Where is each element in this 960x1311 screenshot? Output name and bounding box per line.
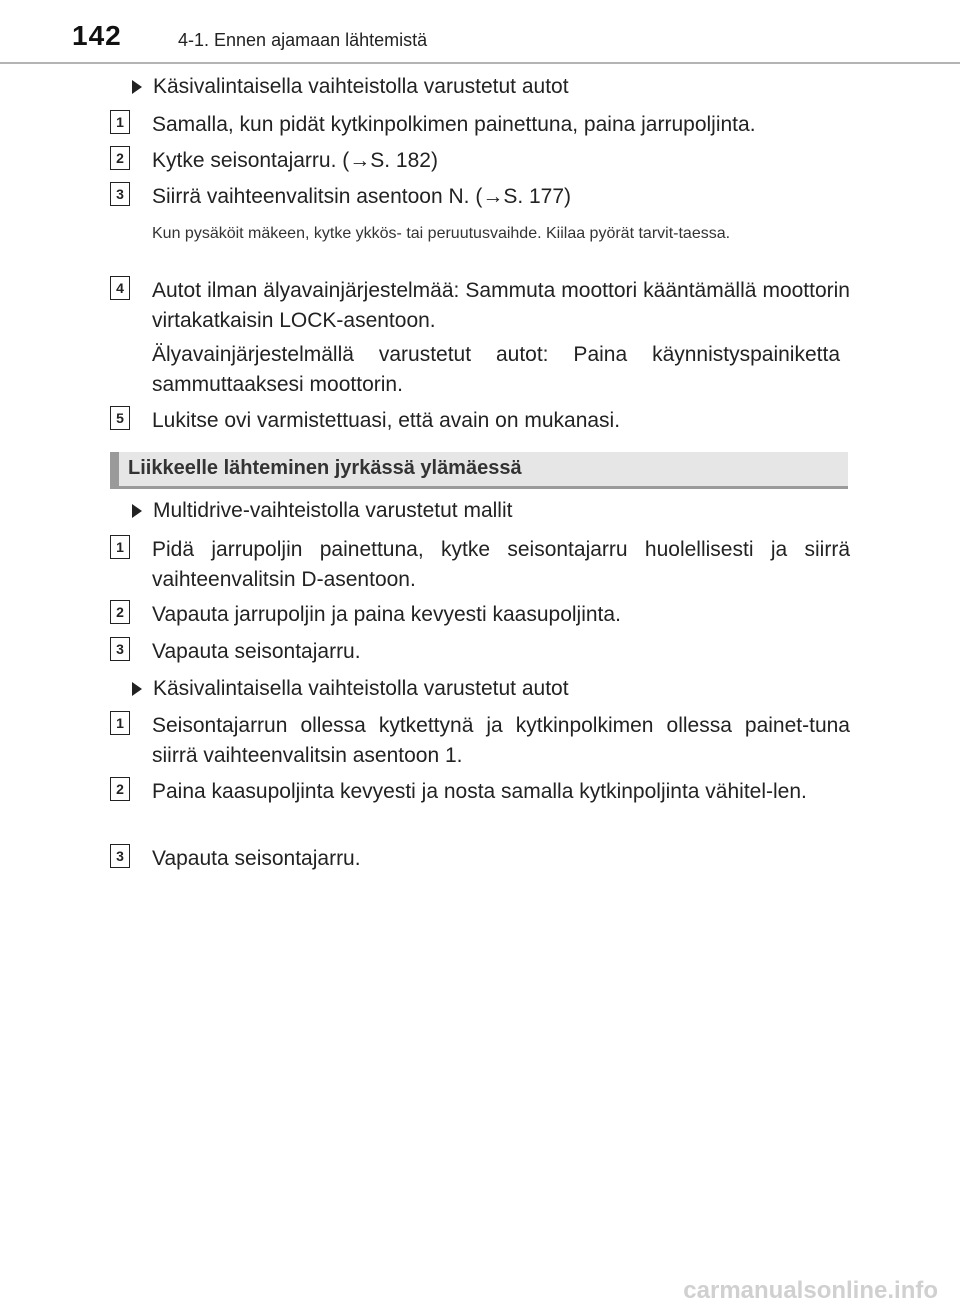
manual-step-1 (110, 711, 850, 771)
step-2 (110, 146, 850, 176)
watermark: carmanualsonline.info (683, 1277, 938, 1304)
step-number-badge: 2 (110, 600, 130, 624)
parking-note: Kun pysäköit mäkeen, kytke ykkös- tai peruutusvaihde. Kiilaa pyörät tarvit-taessa. (152, 225, 731, 242)
step-text: Paina kaasupoljinta kevyesti ja nosta samalla kytkinpoljinta vähitel-len. (152, 780, 807, 803)
subheading-multidrive: Multidrive-vaihteistolla varustetut mallit (110, 496, 850, 526)
triangle-bullet-icon (132, 80, 142, 94)
page-header (0, 0, 960, 64)
step-number-badge: 4 (110, 276, 130, 300)
subheading-manual-hill: Käsivalintaisella vaihteistolla varustetut autot (110, 674, 850, 704)
subheading-manual-parking: Käsivalintaisella vaihteistolla varustetut autot (110, 72, 850, 102)
triangle-bullet-icon (132, 504, 142, 518)
step-number-badge: 1 (110, 535, 130, 559)
manual-step-2 (110, 777, 850, 807)
manual-step-3 (110, 844, 850, 874)
section-heading-bar (110, 452, 848, 489)
step-text: Seisontajarrun ollessa kytkettynä ja kytkinpolkimen ollessa painet-tuna siirrä vaihteenvalitsin asentoon 1. (152, 714, 850, 767)
step-text: Pidä jarrupoljin painettuna, kytke seisontajarru huolellisesti ja siirrä vaihteenvalitsin D-asentoon. (152, 538, 850, 591)
page-number: 142 (72, 20, 122, 51)
step-text: Lukitse ovi varmistettuasi, että avain on mukanasi. (152, 409, 621, 432)
step-number-badge: 1 (110, 711, 130, 735)
step-text: Vapauta jarrupoljin ja paina kevyesti kaasupoljinta. (152, 603, 621, 626)
step-number-badge: 2 (110, 777, 130, 801)
step-text: Autot ilman älyavainjärjestelmää: Sammuta moottori kääntämällä moottorin virtakatkaisin LOCK-asentoon. (152, 279, 850, 332)
step-text: Siirrä vaihteenvalitsin asentoon N. (→S. 177) (152, 185, 572, 208)
header-divider (0, 62, 960, 64)
step-5 (110, 406, 850, 436)
step-3 (110, 182, 850, 212)
step-4 (110, 276, 850, 336)
chapter-title: 4-1. Ennen ajamaan lähtemistä (178, 30, 428, 50)
triangle-bullet-icon (132, 682, 142, 696)
step-1 (110, 110, 850, 140)
multidrive-step-2 (110, 600, 850, 630)
section-accent (110, 452, 119, 489)
step-text: Kytke seisontajarru. (→S. 182) (152, 149, 438, 172)
step-number-badge: 3 (110, 182, 130, 206)
step-text: Samalla, kun pidät kytkinpolkimen painettuna, paina jarrupoljinta. (152, 113, 756, 136)
multidrive-step-3 (110, 637, 850, 667)
step-number-badge: 3 (110, 844, 130, 868)
step-number-badge: 2 (110, 146, 130, 170)
smart-key-paragraph: Älyavainjärjestelmällä varustetut autot: Paina käynnistyspainiketta sammuttaaksesi moottorin. (152, 343, 840, 396)
step-number-badge: 1 (110, 110, 130, 134)
step-text: Vapauta seisontajarru. (152, 847, 361, 870)
multidrive-step-1 (110, 535, 850, 595)
step-number-badge: 5 (110, 406, 130, 430)
step-number-badge: 3 (110, 637, 130, 661)
section-title: Liikkeelle lähteminen jyrkässä ylämäessä (128, 457, 522, 479)
step-text: Vapauta seisontajarru. (152, 640, 361, 663)
